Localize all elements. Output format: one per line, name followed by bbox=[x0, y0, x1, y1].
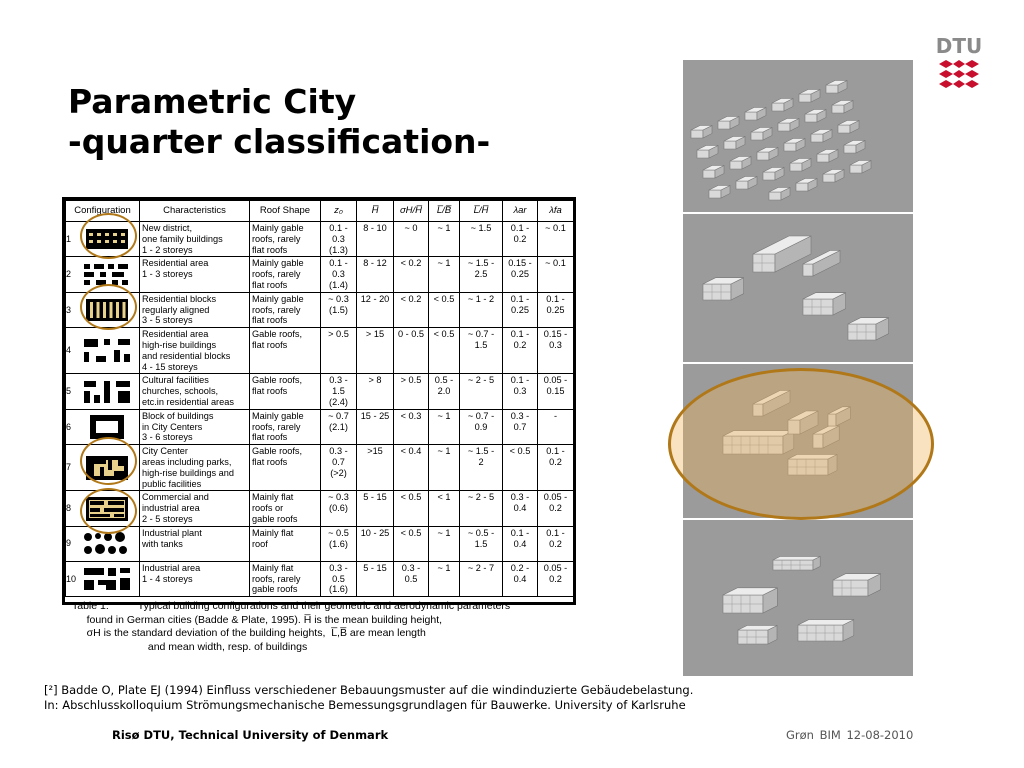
cell-lambda-fa: 0.1 - 0.2 bbox=[538, 526, 574, 561]
building-block bbox=[709, 186, 730, 199]
config-symbol-icon bbox=[78, 336, 136, 366]
cell-mean-height: 5 - 15 bbox=[357, 561, 394, 596]
cell-lambda-ar: 0.2 - 0.4 bbox=[503, 561, 538, 596]
config-number: 5 bbox=[66, 386, 72, 397]
building-block bbox=[832, 101, 853, 114]
config-number: 6 bbox=[66, 421, 72, 432]
render-detached-houses bbox=[683, 60, 913, 212]
header-l-over-b: L̅/B̅ bbox=[429, 201, 460, 222]
cell-lambda-fa: 0.15 - 0.3 bbox=[538, 328, 574, 374]
cell-sigma-h: 0 - 0.5 bbox=[394, 328, 429, 374]
cell-lambda-fa: 0.05 - 0.2 bbox=[538, 561, 574, 596]
cell-z0: 0.3 - 0.7 (>2) bbox=[321, 445, 357, 491]
cell-mean-height: 12 - 20 bbox=[357, 292, 394, 327]
cell-l-over-h: ~ 1.5 - 2.5 bbox=[460, 257, 503, 292]
building-block bbox=[838, 121, 859, 134]
header-sigma-h: σH/H̅ bbox=[394, 201, 429, 222]
cell-mean-height: 8 - 12 bbox=[357, 257, 394, 292]
cell-z0: ~ 0.3 (0.6) bbox=[321, 491, 357, 526]
table-row bbox=[66, 328, 574, 374]
cell-lambda-ar: 0.1 - 0.2 bbox=[503, 328, 538, 374]
building-block bbox=[803, 293, 846, 315]
cell-roof-shape: Mainly flat roofs or gable roofs bbox=[250, 491, 321, 526]
cell-mean-height: 10 - 25 bbox=[357, 526, 394, 561]
building-block bbox=[703, 278, 744, 300]
cell-l-over-b: ~ 1 bbox=[429, 222, 460, 257]
cell-lambda-ar: 0.1 - 0.25 bbox=[503, 292, 538, 327]
table-row bbox=[66, 374, 574, 409]
cell-roof-shape: Mainly gable roofs, rarely flat roofs bbox=[250, 222, 321, 257]
building-block bbox=[703, 166, 724, 179]
cell-z0: 0.3 - 1.5 (2.4) bbox=[321, 374, 357, 409]
cell-l-over-b: < 1 bbox=[429, 491, 460, 526]
footer-author: Grøn BIM bbox=[786, 728, 841, 742]
cell-roof-shape: Mainly gable roofs, rarely flat roofs bbox=[250, 257, 321, 292]
table-row bbox=[66, 257, 574, 292]
reference-note bbox=[44, 683, 693, 713]
table-row bbox=[66, 561, 574, 596]
building-block bbox=[844, 141, 865, 154]
caption-line: found in German cities (Badde & Plate, 1995). H̅ is the mean building height, bbox=[72, 613, 443, 626]
building-block bbox=[817, 150, 838, 163]
reference-line-1: [²] Badde O, Plate EJ (1994) Einfluss verschiedener Bebauungsmuster auf die windinduzierte Gebäudebelastung. bbox=[44, 683, 694, 697]
config-number: 8 bbox=[66, 503, 72, 514]
building-block bbox=[790, 159, 811, 172]
render-panel-2 bbox=[683, 214, 913, 362]
config-symbol-icon bbox=[78, 564, 136, 594]
cell-l-over-h: ~ 2 - 5 bbox=[460, 374, 503, 409]
cell-lambda-fa: 0.1 - 0.2 bbox=[538, 445, 574, 491]
render-commercial-industrial bbox=[683, 520, 913, 676]
header-lambda-fa: λfa bbox=[538, 201, 574, 222]
cell-l-over-h: ~ 0.7 - 1.5 bbox=[460, 328, 503, 374]
cell-l-over-b: 0.5 - 2.0 bbox=[429, 374, 460, 409]
cell-l-over-h: ~ 1.5 bbox=[460, 222, 503, 257]
cell-sigma-h: < 0.5 bbox=[394, 526, 429, 561]
building-block bbox=[745, 108, 766, 121]
reference-line-2: In: Abschlusskolloquium Strömungsmechanische Bemessungsgrundlagen für Bauwerke. University of Karlsruhe bbox=[44, 698, 686, 712]
building-block bbox=[753, 236, 811, 272]
footer-meta bbox=[786, 728, 913, 742]
cell-sigma-h: 0.3 - 0.5 bbox=[394, 561, 429, 596]
cell-z0: > 0.5 bbox=[321, 328, 357, 374]
slide-title bbox=[68, 82, 490, 162]
building-block bbox=[826, 81, 847, 94]
cell-lambda-fa: ~ 0.1 bbox=[538, 222, 574, 257]
cell-l-over-b: ~ 1 bbox=[429, 257, 460, 292]
building-block bbox=[738, 626, 777, 645]
table-row bbox=[66, 222, 574, 257]
config-number: 7 bbox=[66, 462, 72, 473]
building-block bbox=[757, 148, 778, 161]
cell-lambda-ar: < 0.5 bbox=[503, 445, 538, 491]
cell-characteristics: Residential area high-rise buildings and residential blocks 4 - 15 storeys bbox=[140, 328, 250, 374]
cell-z0: 0.3 - 0.5 (1.6) bbox=[321, 561, 357, 596]
selected-render-highlight bbox=[668, 368, 934, 520]
cell-l-over-h: ~ 2 - 7 bbox=[460, 561, 503, 596]
table-row bbox=[66, 526, 574, 561]
cell-lambda-fa: 0.05 - 0.15 bbox=[538, 374, 574, 409]
cell-roof-shape: Mainly flat roofs, rarely gable roofs bbox=[250, 561, 321, 596]
building-block bbox=[724, 137, 745, 150]
cell-roof-shape: Gable roofs, flat roofs bbox=[250, 374, 321, 409]
cell-l-over-b: < 0.5 bbox=[429, 328, 460, 374]
cell-characteristics: Industrial area 1 - 4 storeys bbox=[140, 561, 250, 596]
header-configuration: Configuration bbox=[66, 201, 140, 222]
highlight-ring-config-7 bbox=[80, 437, 137, 485]
config-number: 10 bbox=[66, 573, 77, 584]
table-row bbox=[66, 445, 574, 491]
cell-mean-height: 15 - 25 bbox=[357, 409, 394, 444]
cell-lambda-ar: 0.3 - 0.4 bbox=[503, 491, 538, 526]
building-block bbox=[823, 170, 844, 183]
cell-sigma-h: < 0.4 bbox=[394, 445, 429, 491]
highlight-ring-config-8 bbox=[80, 488, 137, 534]
building-block bbox=[718, 117, 739, 130]
cell-mean-height: > 8 bbox=[357, 374, 394, 409]
cell-lambda-ar: 0.1 - 0.3 bbox=[503, 374, 538, 409]
cell-characteristics: Residential area 1 - 3 storeys bbox=[140, 257, 250, 292]
config-symbol-icon bbox=[78, 377, 136, 407]
cell-z0: ~ 0.3 (1.5) bbox=[321, 292, 357, 327]
config-number: 2 bbox=[66, 269, 72, 280]
cell-z0: ~ 0.5 (1.6) bbox=[321, 526, 357, 561]
config-cell bbox=[66, 561, 140, 596]
building-block bbox=[833, 574, 881, 596]
title-line-1: Parametric City bbox=[68, 82, 357, 121]
cell-l-over-h: ~ 0.7 - 0.9 bbox=[460, 409, 503, 444]
highlight-ring-config-1 bbox=[80, 213, 137, 259]
cell-l-over-h: ~ 1 - 2 bbox=[460, 292, 503, 327]
cell-mean-height: >15 bbox=[357, 445, 394, 491]
footer-date: 12-08-2010 bbox=[846, 728, 914, 742]
building-block bbox=[778, 119, 799, 132]
config-number: 9 bbox=[66, 538, 72, 549]
cell-lambda-fa: - bbox=[538, 409, 574, 444]
cell-mean-height: 5 - 15 bbox=[357, 491, 394, 526]
render-residential-blocks bbox=[683, 214, 913, 362]
cell-mean-height: 8 - 10 bbox=[357, 222, 394, 257]
building-block bbox=[697, 146, 718, 159]
cell-sigma-h: < 0.2 bbox=[394, 292, 429, 327]
cell-l-over-h: ~ 0.5 - 1.5 bbox=[460, 526, 503, 561]
cell-sigma-h: < 0.3 bbox=[394, 409, 429, 444]
building-block bbox=[799, 90, 820, 103]
building-block bbox=[730, 157, 751, 170]
cell-l-over-b: ~ 1 bbox=[429, 561, 460, 596]
config-cell bbox=[66, 328, 140, 374]
dtu-logo-mark bbox=[936, 34, 982, 96]
title-line-2: -quarter classification- bbox=[68, 122, 491, 161]
cell-z0: ~ 0.7 (2.1) bbox=[321, 409, 357, 444]
building-block bbox=[848, 318, 889, 340]
cell-sigma-h: > 0.5 bbox=[394, 374, 429, 409]
table-row bbox=[66, 292, 574, 327]
config-number: 1 bbox=[66, 233, 72, 244]
building-block bbox=[691, 126, 712, 139]
footer-institution: Risø DTU, Technical University of Denmark bbox=[112, 728, 389, 742]
logo-text: DTU bbox=[936, 34, 982, 58]
cell-l-over-b: < 0.5 bbox=[429, 292, 460, 327]
cell-mean-height: > 15 bbox=[357, 328, 394, 374]
building-block bbox=[805, 110, 826, 123]
header-z0: z₀ bbox=[321, 201, 357, 222]
header-roof-shape: Roof Shape bbox=[250, 201, 321, 222]
caption-line: Table 1: Typical building configurations and their geometric and aerodynamic parameters bbox=[72, 600, 511, 612]
cell-l-over-h: ~ 2 - 5 bbox=[460, 491, 503, 526]
cell-roof-shape: Gable roofs, flat roofs bbox=[250, 328, 321, 374]
building-block bbox=[772, 99, 793, 112]
cell-lambda-fa: 0.1 - 0.25 bbox=[538, 292, 574, 327]
building-block bbox=[850, 161, 871, 174]
building-block bbox=[769, 188, 790, 201]
cell-characteristics: City Center areas including parks, high-rise buildings and public facilities bbox=[140, 445, 250, 491]
caption-line: and mean width, resp. of buildings bbox=[72, 640, 308, 653]
cell-z0: 0.1 - 0.3 (1.4) bbox=[321, 257, 357, 292]
config-number: 4 bbox=[66, 345, 72, 356]
cell-characteristics: Industrial plant with tanks bbox=[140, 526, 250, 561]
building-block bbox=[723, 588, 777, 613]
caption-line: σH is the standard deviation of the building heights, L̅,B̅ are mean length bbox=[72, 627, 426, 639]
building-block bbox=[784, 139, 805, 152]
table-caption bbox=[72, 600, 572, 654]
cell-roof-shape: Mainly flat roof bbox=[250, 526, 321, 561]
building-block bbox=[751, 128, 772, 141]
cell-l-over-b: ~ 1 bbox=[429, 409, 460, 444]
cell-lambda-ar: 0.3 - 0.7 bbox=[503, 409, 538, 444]
cell-roof-shape: Mainly gable roofs, rarely flat roofs bbox=[250, 409, 321, 444]
building-block bbox=[773, 556, 820, 570]
building-block bbox=[763, 168, 784, 181]
header-mean-height: H̅ bbox=[357, 201, 394, 222]
cell-lambda-ar: 0.15 - 0.25 bbox=[503, 257, 538, 292]
header-lambda-ar: λar bbox=[503, 201, 538, 222]
building-block bbox=[736, 177, 757, 190]
building-block bbox=[811, 130, 832, 143]
cell-characteristics: Commercial and industrial area 2 - 5 storeys bbox=[140, 491, 250, 526]
header-characteristics: Characteristics bbox=[140, 201, 250, 222]
cell-z0: 0.1 - 0.3 (1.3) bbox=[321, 222, 357, 257]
cell-characteristics: Block of buildings in City Centers 3 - 6 storeys bbox=[140, 409, 250, 444]
table-header-row bbox=[66, 201, 574, 222]
cell-sigma-h: < 0.5 bbox=[394, 491, 429, 526]
render-panel-1 bbox=[683, 60, 913, 212]
cell-l-over-b: ~ 1 bbox=[429, 526, 460, 561]
cell-sigma-h: ~ 0 bbox=[394, 222, 429, 257]
cell-characteristics: Cultural facilities churches, schools, etc.in residential areas bbox=[140, 374, 250, 409]
building-block bbox=[798, 620, 854, 641]
render-panel-4 bbox=[683, 520, 913, 676]
classification-table-frame bbox=[62, 197, 576, 605]
cell-sigma-h: < 0.2 bbox=[394, 257, 429, 292]
dtu-logo bbox=[936, 34, 982, 96]
table-row bbox=[66, 409, 574, 444]
cell-roof-shape: Gable roofs, flat roofs bbox=[250, 445, 321, 491]
cell-lambda-ar: 0.1 - 0.2 bbox=[503, 222, 538, 257]
cell-characteristics: Residential blocks regularly aligned 3 - 5 storeys bbox=[140, 292, 250, 327]
cell-characteristics: New district, one family buildings 1 - 2 storeys bbox=[140, 222, 250, 257]
building-block bbox=[796, 179, 817, 192]
cell-lambda-fa: ~ 0.1 bbox=[538, 257, 574, 292]
cell-l-over-b: ~ 1 bbox=[429, 445, 460, 491]
highlight-ring-config-3 bbox=[80, 284, 137, 330]
cell-lambda-fa: 0.05 - 0.2 bbox=[538, 491, 574, 526]
cell-roof-shape: Mainly gable roofs, rarely flat roofs bbox=[250, 292, 321, 327]
classification-table bbox=[65, 200, 574, 597]
config-number: 3 bbox=[66, 304, 72, 315]
config-cell bbox=[66, 374, 140, 409]
table-row bbox=[66, 491, 574, 526]
cell-l-over-h: ~ 1.5 - 2 bbox=[460, 445, 503, 491]
cell-lambda-ar: 0.1 - 0.4 bbox=[503, 526, 538, 561]
header-l-over-h: L̅/H̅ bbox=[460, 201, 503, 222]
